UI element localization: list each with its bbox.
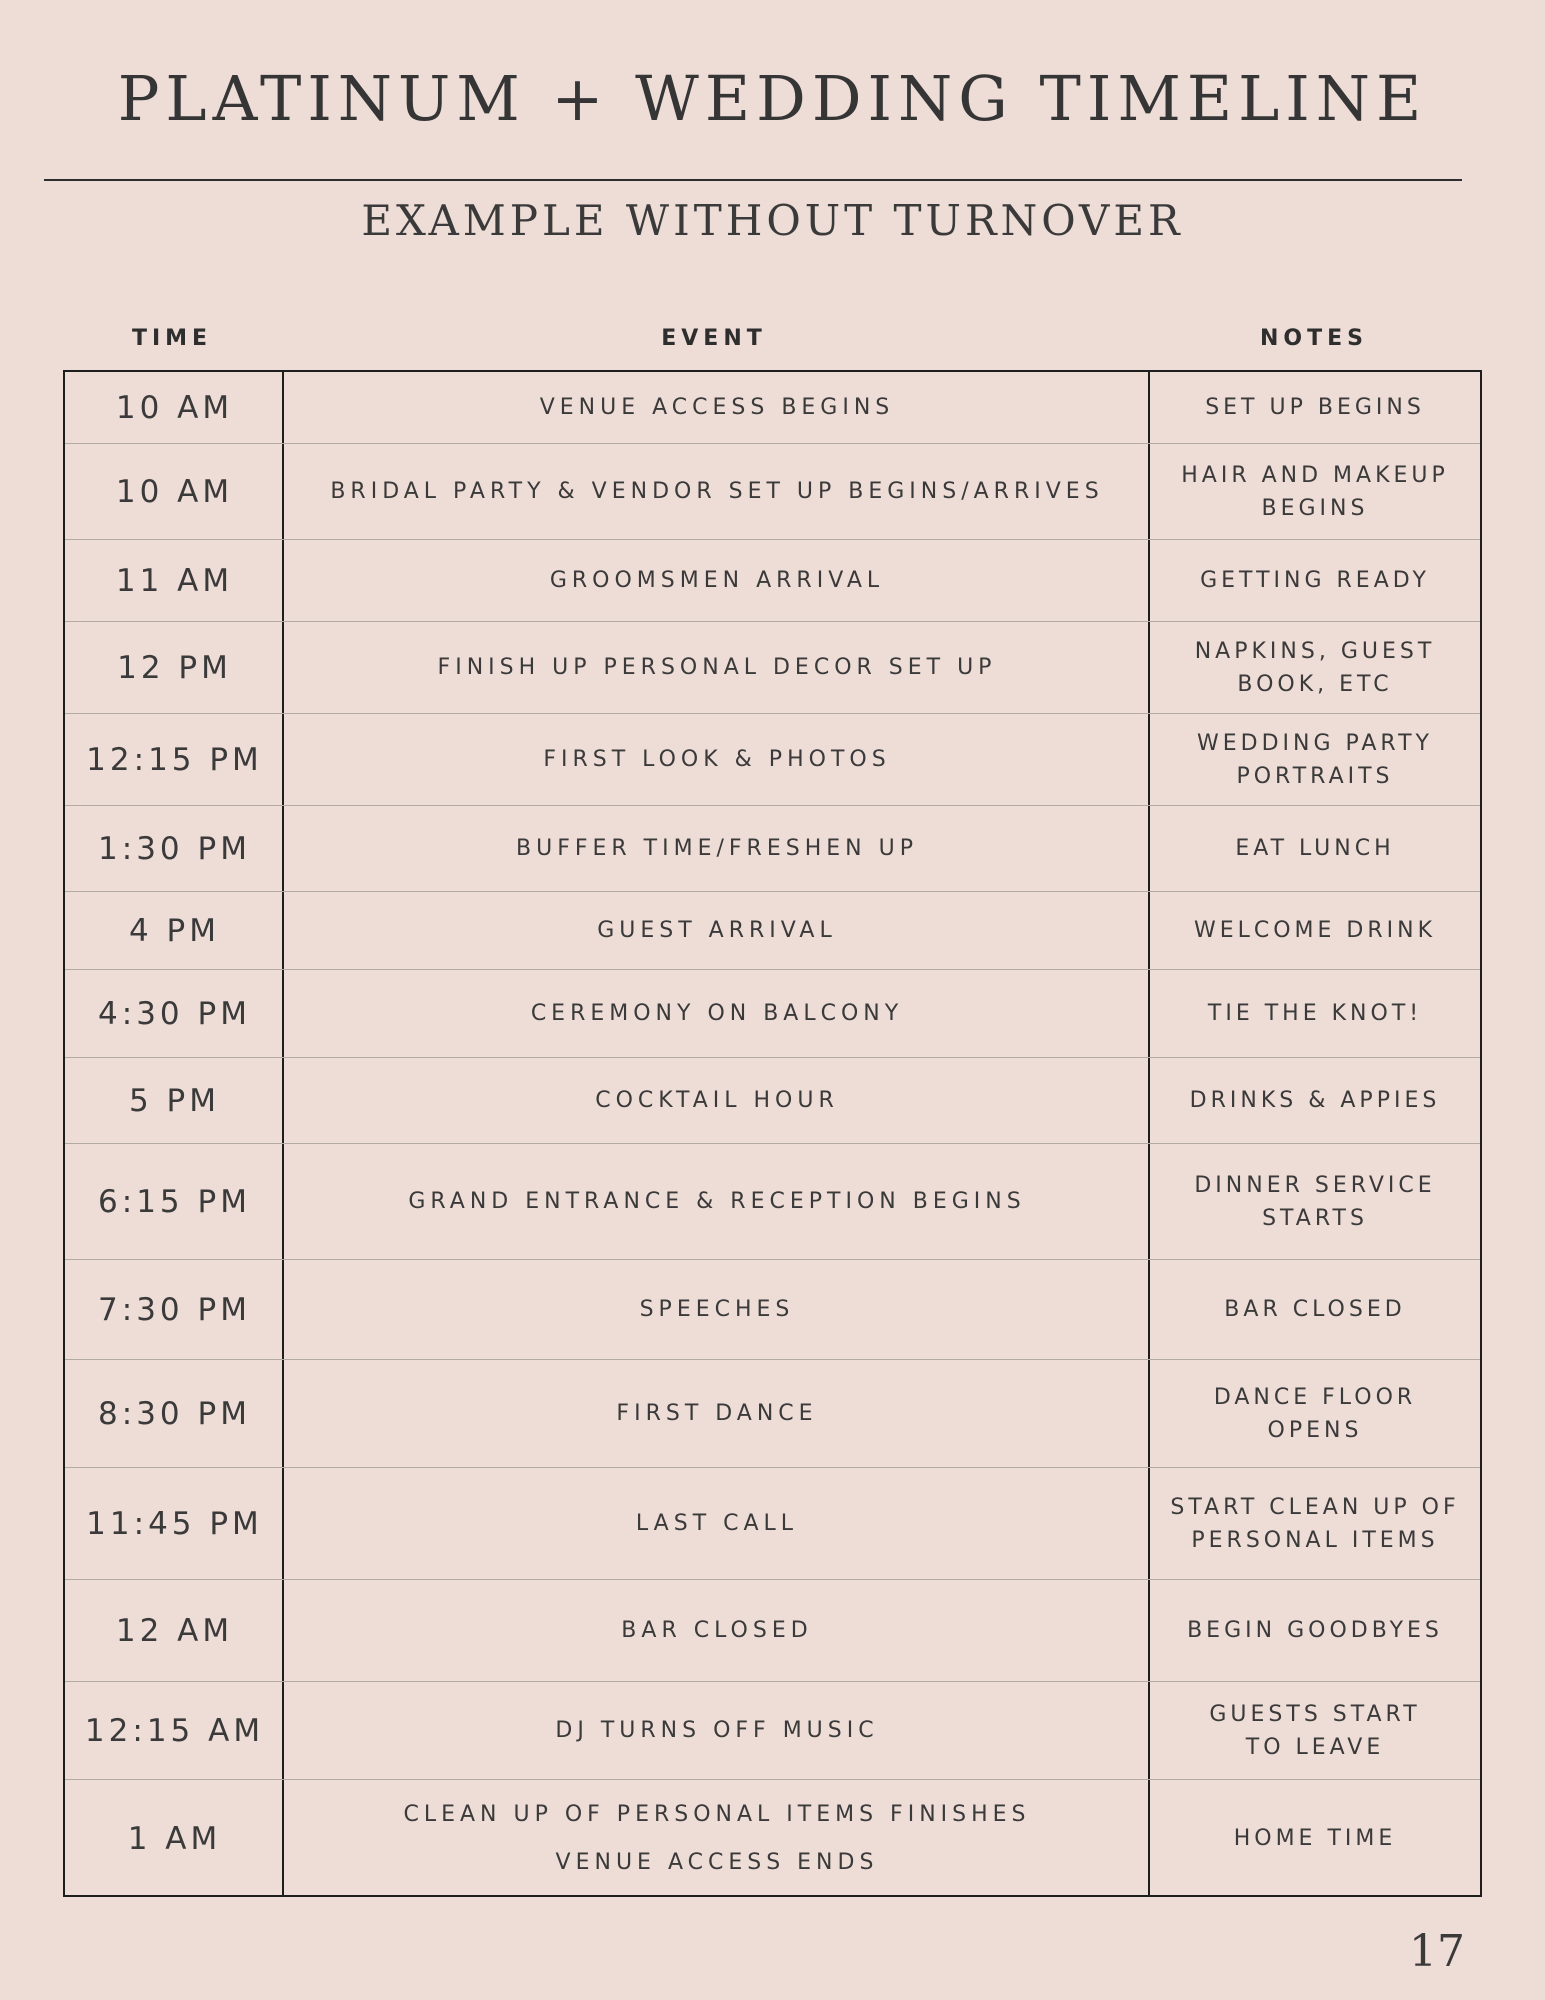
notes-text: PERSONAL ITEMS (1191, 1527, 1439, 1553)
notes-cell (1150, 1468, 1480, 1579)
notes-text: GUESTS START (1209, 1701, 1421, 1727)
column-header-notes: NOTES (1260, 326, 1368, 351)
notes-cell (1150, 1058, 1480, 1143)
notes-cell (1150, 1580, 1480, 1681)
notes-cell (1150, 540, 1480, 621)
event-text: SPEECHES (639, 1296, 795, 1322)
event-text: GRAND ENTRANCE & RECEPTION BEGINS (408, 1188, 1026, 1214)
page-number: 17 (1409, 1926, 1465, 1977)
notes-text: EAT LUNCH (1235, 836, 1395, 861)
event-cell (284, 1682, 1150, 1779)
event-text: FINISH UP PERSONAL DECOR SET UP (437, 654, 997, 680)
event-cell (284, 970, 1150, 1057)
notes-text: OPENS (1267, 1417, 1363, 1443)
event-cell (284, 892, 1150, 969)
event-text: CEREMONY ON BALCONY (530, 1000, 904, 1026)
notes-text: BAR CLOSED (1224, 1297, 1406, 1322)
event-cell (284, 1058, 1150, 1143)
time-cell: 7:30 PM (98, 1291, 251, 1328)
timeline-table (63, 370, 1482, 1897)
time-cell: 12 AM (115, 1612, 234, 1649)
event-text: DJ TURNS OFF MUSIC (555, 1717, 879, 1743)
event-text: COCKTAIL HOUR (595, 1087, 839, 1113)
event-text: VENUE ACCESS BEGINS (539, 394, 895, 420)
table-row (65, 1260, 1480, 1360)
title-divider (44, 179, 1462, 181)
table-row (65, 444, 1480, 540)
table-row (65, 1780, 1480, 1897)
notes-text: HOME TIME (1233, 1826, 1397, 1851)
event-text: VENUE ACCESS ENDS (555, 1849, 879, 1875)
notes-text: HAIR AND MAKEUP (1181, 462, 1449, 488)
time-cell: 11 AM (115, 562, 234, 599)
notes-text: TO LEAVE (1245, 1734, 1385, 1760)
table-row (65, 540, 1480, 622)
notes-text: PORTRAITS (1236, 763, 1394, 789)
notes-text: START CLEAN UP OF (1170, 1494, 1460, 1520)
notes-cell (1150, 622, 1480, 713)
event-text: BUFFER TIME/FRESHEN UP (516, 835, 918, 861)
event-cell (284, 806, 1150, 891)
notes-cell (1150, 1682, 1480, 1779)
notes-text: DANCE FLOOR (1213, 1384, 1417, 1410)
column-header-event: EVENT (661, 326, 767, 351)
event-cell (284, 622, 1150, 713)
event-text: GUEST ARRIVAL (597, 917, 837, 943)
time-cell: 6:15 PM (98, 1183, 251, 1220)
event-cell (284, 1260, 1150, 1359)
notes-cell (1150, 892, 1480, 969)
notes-cell (1150, 1780, 1480, 1897)
time-cell: 1:30 PM (98, 830, 251, 867)
notes-cell (1150, 970, 1480, 1057)
notes-text: WEDDING PARTY (1197, 730, 1433, 756)
time-cell: 8:30 PM (98, 1395, 251, 1432)
notes-text: BEGINS (1261, 495, 1369, 521)
notes-cell (1150, 1260, 1480, 1359)
notes-cell (1150, 1360, 1480, 1467)
time-cell: 10 AM (115, 389, 234, 426)
event-cell (284, 540, 1150, 621)
event-text: GROOMSMEN ARRIVAL (549, 567, 885, 593)
notes-cell (1150, 714, 1480, 805)
notes-text: BOOK, ETC (1237, 671, 1393, 697)
table-row (65, 372, 1480, 444)
event-text: FIRST LOOK & PHOTOS (543, 746, 891, 772)
notes-cell (1150, 806, 1480, 891)
page-subtitle: EXAMPLE WITHOUT TURNOVER (361, 196, 1184, 245)
notes-cell (1150, 1144, 1480, 1259)
time-cell: 10 AM (115, 473, 234, 510)
time-cell: 12 PM (117, 649, 232, 686)
time-cell: 4 PM (128, 912, 221, 949)
event-cell (284, 444, 1150, 539)
event-cell (284, 372, 1150, 443)
event-cell (284, 1144, 1150, 1259)
notes-text: DRINKS & APPIES (1189, 1088, 1441, 1113)
notes-text: TIE THE KNOT! (1207, 1001, 1423, 1026)
event-text: FIRST DANCE (616, 1400, 818, 1426)
notes-text: BEGIN GOODBYES (1187, 1618, 1443, 1643)
table-row (65, 622, 1480, 714)
table-row (65, 1144, 1480, 1260)
table-row (65, 892, 1480, 970)
time-cell: 11:45 PM (86, 1505, 263, 1542)
notes-text: NAPKINS, GUEST (1194, 638, 1436, 664)
table-row (65, 806, 1480, 892)
notes-text: WELCOME DRINK (1193, 918, 1437, 943)
notes-text: SET UP BEGINS (1205, 395, 1425, 420)
event-text: CLEAN UP OF PERSONAL ITEMS FINISHES (403, 1801, 1031, 1827)
table-row (65, 1058, 1480, 1144)
notes-text: STARTS (1262, 1205, 1368, 1231)
column-header-time: TIME (131, 326, 213, 351)
event-cell (284, 1360, 1150, 1467)
time-cell: 12:15 PM (86, 741, 263, 778)
time-cell: 12:15 AM (84, 1712, 265, 1749)
time-cell: 5 PM (128, 1082, 221, 1119)
event-text: BRIDAL PARTY & VENDOR SET UP BEGINS/ARRIVES (330, 478, 1104, 504)
notes-text: GETTING READY (1200, 568, 1430, 593)
notes-cell (1150, 372, 1480, 443)
table-row (65, 1682, 1480, 1780)
notes-text: DINNER SERVICE (1194, 1172, 1436, 1198)
time-cell: 1 AM (127, 1820, 222, 1857)
table-row (65, 1468, 1480, 1580)
event-text: LAST CALL (635, 1510, 799, 1536)
table-row (65, 1580, 1480, 1682)
table-row (65, 714, 1480, 806)
event-cell (284, 1468, 1150, 1579)
column-headers (0, 326, 1545, 356)
event-cell (284, 1780, 1150, 1897)
event-text: BAR CLOSED (621, 1617, 813, 1643)
event-cell (284, 1580, 1150, 1681)
page-title: PLATINUM + WEDDING TIMELINE (117, 62, 1428, 135)
time-cell: 4:30 PM (98, 995, 251, 1032)
event-cell (284, 714, 1150, 805)
table-row (65, 1360, 1480, 1468)
table-row (65, 970, 1480, 1058)
notes-cell (1150, 444, 1480, 539)
